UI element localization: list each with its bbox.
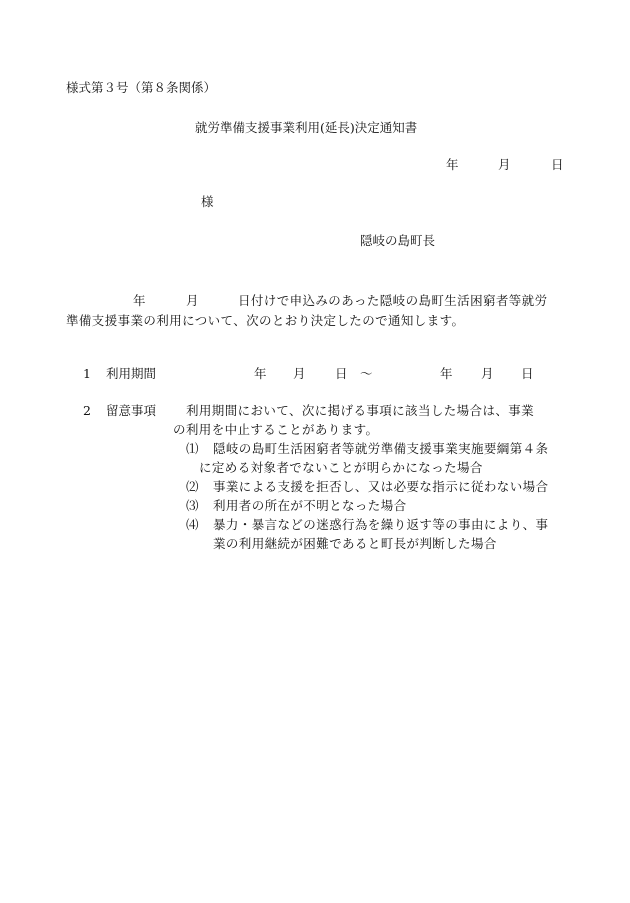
body-year-label: 年 (133, 293, 146, 308)
condition-2-line1: 事業による支援を拒否し、又は必要な指示に従わない場合 (213, 479, 549, 494)
condition-4-line1: 暴力・暴言などの迷惑行為を繰り返す等の事由により、事 (213, 517, 549, 532)
period-tilde: ～ (360, 366, 373, 381)
item1-label: 利用期間 (106, 366, 157, 381)
form-label: 様式第３号（第８条関係） (66, 80, 217, 95)
body-line1: 日付けで申込みのあった隠岐の島町生活困窮者等就労 (238, 293, 548, 308)
condition-4-line2: 業の利用継続が困難であると町長が判断した場合 (213, 536, 497, 551)
condition-1-line1: 隠岐の島町生活困窮者等就労準備支援事業実施要綱第４条 (213, 441, 549, 456)
document-title: 就労準備支援事業利用(延長)決定通知書 (195, 120, 418, 135)
item2-text-line1: 利用期間において、次に掲げる事項に該当した場合は、事業 (186, 403, 535, 418)
condition-1-marker: ⑴ (186, 441, 199, 456)
issuer-name: 隠岐の島町長 (360, 233, 436, 248)
condition-3-line1: 利用者の所在が不明となった場合 (213, 498, 407, 513)
body-month-label: 月 (186, 293, 199, 308)
condition-4-marker: ⑷ (186, 517, 199, 532)
item2-number: 2 (83, 403, 91, 418)
end-year-label: 年 (440, 366, 453, 381)
item2-text-line2: の利用を中止することがあります。 (173, 422, 379, 437)
start-day-label: 日 (335, 366, 348, 381)
date-year-label: 年 (446, 157, 459, 172)
end-day-label: 日 (521, 366, 534, 381)
condition-3-marker: ⑶ (186, 498, 199, 513)
end-month-label: 月 (481, 366, 494, 381)
date-month-label: 月 (498, 157, 511, 172)
item1-number: 1 (83, 366, 91, 381)
condition-2-marker: ⑵ (186, 479, 199, 494)
start-year-label: 年 (254, 366, 267, 381)
recipient-suffix: 様 (201, 194, 214, 209)
condition-1-line2: に定める対象者でないことが明らかになった場合 (199, 460, 483, 475)
item2-label: 留意事項 (106, 403, 157, 418)
body-line2: 準備支援事業の利用について、次のとおり決定したので通知します。 (66, 313, 465, 328)
date-day-label: 日 (551, 157, 564, 172)
start-month-label: 月 (293, 366, 306, 381)
